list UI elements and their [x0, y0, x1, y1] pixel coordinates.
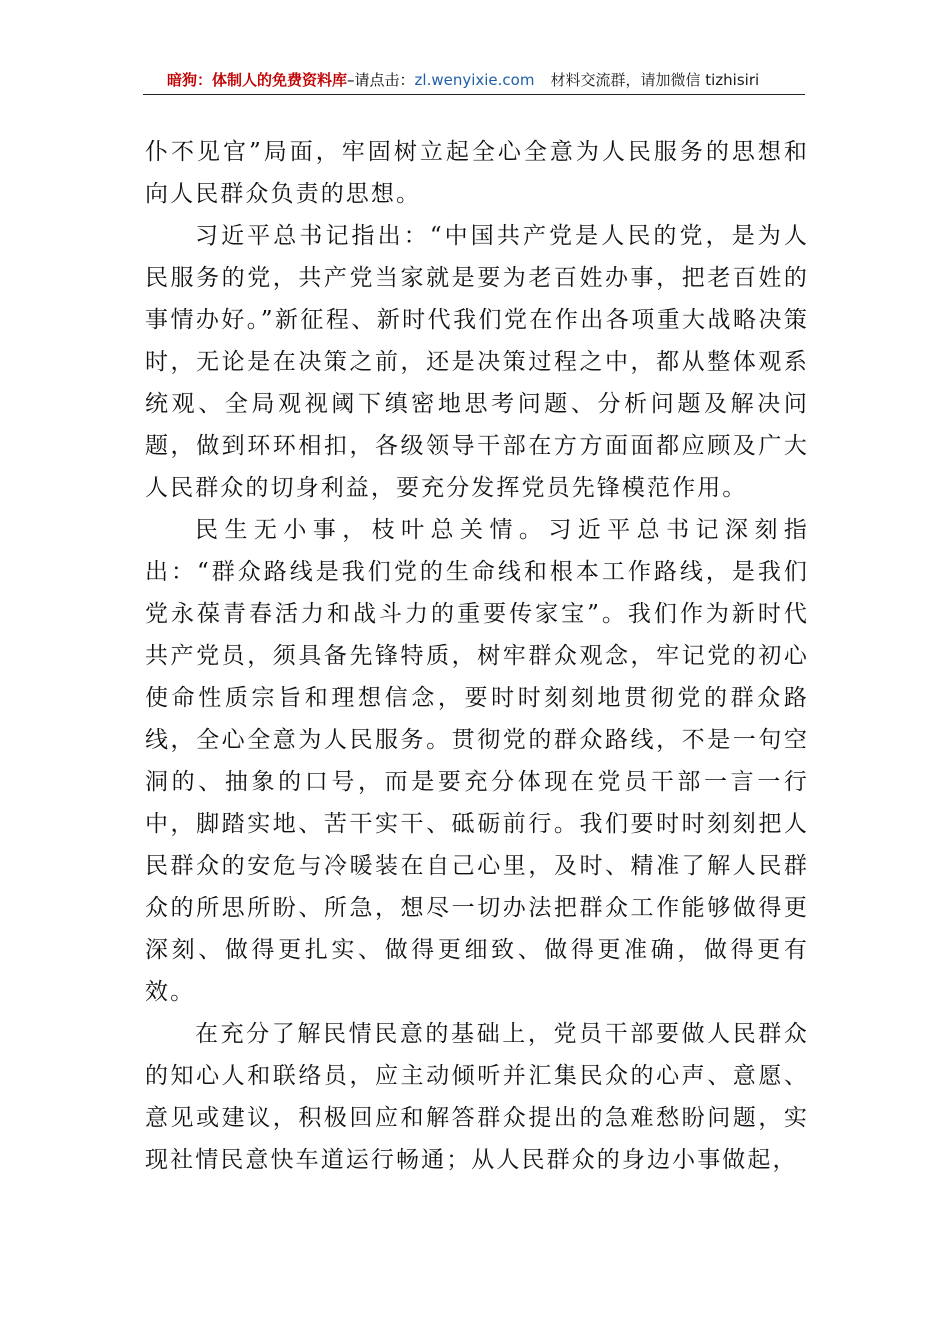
document-body	[145, 131, 809, 1181]
header-note: 材料交流群，请加微信 tizhisiri	[550, 71, 760, 89]
paragraph: 习近平总书记指出：“中国共产党是人民的党，是为人民服务的党，共产党当家就是要为老百姓办事，把老百姓的事情办好。”新征程、新时代我们党在作出各项重大战略决策时，无论是在决策之前，还是决策过程之中，都从整体观系统观、全局观视阈下缜密地思考问题、分析问题及解决问题，做到环环相扣，各级领导干部在方方面面都应顾及广大人民群众的切身利益，要充分发挥党员先锋模范作用。	[145, 223, 809, 501]
page-header	[143, 66, 805, 95]
paragraph: 在充分了解民情民意的基础上，党员干部要做人民群众的知心人和联络员，应主动倾听并汇集民众的心声、意愿、意见或建议，积极回应和解答群众提出的急难愁盼问题，实现社情民意快车道运行畅通；从人民群众的身边小事做起，	[145, 1021, 809, 1173]
header-link-prompt: –请点击：	[347, 71, 415, 89]
paragraph-continuation: 仆不见官”局面，牢固树立起全心全意为人民服务的思想和向人民群众负责的思想。	[145, 139, 809, 207]
header-link[interactable]: zl.wenyixie.com	[414, 71, 535, 89]
header-brand: 暗狗：体制人的免费资料库	[167, 71, 348, 89]
paragraph: 民生无小事，枝叶总关情。习近平总书记深刻指出：“群众路线是我们党的生命线和根本工作路线，是我们党永葆青春活力和战斗力的重要传家宝”。我们作为新时代共产党员，须具备先锋特质，树牢群众观念，牢记党的初心使命性质宗旨和理想信念，要时时刻刻地贯彻党的群众路线，全心全意为人民服务。贯彻党的群众路线，不是一句空洞的、抽象的口号，而是要充分体现在党员干部一言一行中，脚踏实地、苦干实干、砥砺前行。我们要时时刻刻把人民群众的安危与冷暖装在自己心里，及时、精准了解人民群众的所思所盼、所急，想尽一切办法把群众工作能够做得更深刻、做得更扎实、做得更细致、做得更准确，做得更有效。	[145, 517, 809, 1005]
